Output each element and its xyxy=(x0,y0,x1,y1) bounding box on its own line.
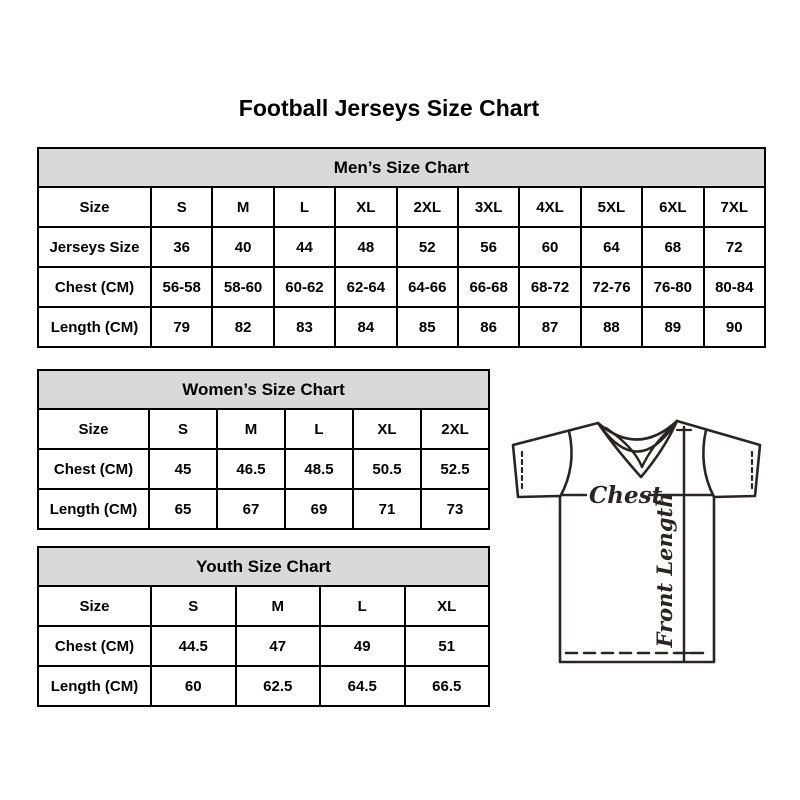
table-cell: 36 xyxy=(151,227,212,267)
table-cell: 60 xyxy=(151,666,236,706)
row-label: Chest (CM) xyxy=(38,449,149,489)
table-cell: 73 xyxy=(421,489,489,529)
table-cell: 80-84 xyxy=(704,267,765,307)
front-length-label: Front Length xyxy=(652,492,677,648)
column-header: 2XL xyxy=(397,187,458,227)
table-cell: 90 xyxy=(704,307,765,347)
row-label: Length (CM) xyxy=(38,666,151,706)
youth-size-table xyxy=(37,546,490,707)
column-header: S xyxy=(151,586,236,626)
table-row xyxy=(38,267,765,307)
table-cell: 86 xyxy=(458,307,519,347)
table-cell: 71 xyxy=(353,489,421,529)
column-header: M xyxy=(217,409,285,449)
table-cell: 60-62 xyxy=(274,267,335,307)
jersey-measurement-diagram xyxy=(496,408,778,676)
table-cell: 44 xyxy=(274,227,335,267)
column-header: S xyxy=(149,409,217,449)
table-cell: 56 xyxy=(458,227,519,267)
table-cell: 64.5 xyxy=(320,666,405,706)
table-cell: 76-80 xyxy=(642,267,703,307)
table-cell: 51 xyxy=(405,626,490,666)
table-cell: 66.5 xyxy=(405,666,490,706)
column-header: L xyxy=(274,187,335,227)
column-header: 2XL xyxy=(421,409,489,449)
table-cell: 49 xyxy=(320,626,405,666)
column-header: XL xyxy=(405,586,490,626)
table-cell: 84 xyxy=(335,307,396,347)
row-label: Chest (CM) xyxy=(38,626,151,666)
table-title: Men’s Size Chart xyxy=(38,148,765,187)
table-title: Women’s Size Chart xyxy=(38,370,489,409)
column-header: M xyxy=(212,187,273,227)
column-header: Size xyxy=(38,586,151,626)
table-cell: 89 xyxy=(642,307,703,347)
table-row xyxy=(38,449,489,489)
column-header: XL xyxy=(353,409,421,449)
table-row xyxy=(38,666,489,706)
table-cell: 69 xyxy=(285,489,353,529)
table-cell: 46.5 xyxy=(217,449,285,489)
row-label: Length (CM) xyxy=(38,307,151,347)
row-label: Length (CM) xyxy=(38,489,149,529)
table-cell: 47 xyxy=(236,626,321,666)
column-header: 6XL xyxy=(642,187,703,227)
table-cell: 66-68 xyxy=(458,267,519,307)
column-header: Size xyxy=(38,187,151,227)
table-cell: 67 xyxy=(217,489,285,529)
column-header: 4XL xyxy=(519,187,580,227)
table-cell: 85 xyxy=(397,307,458,347)
table-title: Youth Size Chart xyxy=(38,547,489,586)
table-cell: 62.5 xyxy=(236,666,321,706)
table-row xyxy=(38,307,765,347)
column-header: M xyxy=(236,586,321,626)
table-row xyxy=(38,227,765,267)
table-cell: 83 xyxy=(274,307,335,347)
column-header: 3XL xyxy=(458,187,519,227)
table-cell: 87 xyxy=(519,307,580,347)
column-header: L xyxy=(320,586,405,626)
table-cell: 58-60 xyxy=(212,267,273,307)
table-cell: 88 xyxy=(581,307,642,347)
column-header: 7XL xyxy=(704,187,765,227)
table-cell: 52.5 xyxy=(421,449,489,489)
table-cell: 40 xyxy=(212,227,273,267)
table-cell: 44.5 xyxy=(151,626,236,666)
chest-label: Chest xyxy=(589,482,663,509)
table-row xyxy=(38,489,489,529)
table-cell: 48 xyxy=(335,227,396,267)
table-cell: 82 xyxy=(212,307,273,347)
column-header: 5XL xyxy=(581,187,642,227)
table-cell: 52 xyxy=(397,227,458,267)
column-header: L xyxy=(285,409,353,449)
row-label: Jerseys Size xyxy=(38,227,151,267)
table-cell: 64-66 xyxy=(397,267,458,307)
column-header: Size xyxy=(38,409,149,449)
table-cell: 72 xyxy=(704,227,765,267)
table-cell: 68 xyxy=(642,227,703,267)
column-header: XL xyxy=(335,187,396,227)
table-cell: 48.5 xyxy=(285,449,353,489)
table-cell: 79 xyxy=(151,307,212,347)
mens-size-table xyxy=(37,147,766,348)
table-cell: 62-64 xyxy=(335,267,396,307)
table-cell: 56-58 xyxy=(151,267,212,307)
column-header: S xyxy=(151,187,212,227)
womens-size-table xyxy=(37,369,490,530)
table-cell: 68-72 xyxy=(519,267,580,307)
table-cell: 50.5 xyxy=(353,449,421,489)
table-row xyxy=(38,626,489,666)
table-cell: 64 xyxy=(581,227,642,267)
table-cell: 65 xyxy=(149,489,217,529)
table-cell: 72-76 xyxy=(581,267,642,307)
row-label: Chest (CM) xyxy=(38,267,151,307)
page-title: Football Jerseys Size Chart xyxy=(238,95,540,121)
table-cell: 45 xyxy=(149,449,217,489)
table-cell: 60 xyxy=(519,227,580,267)
